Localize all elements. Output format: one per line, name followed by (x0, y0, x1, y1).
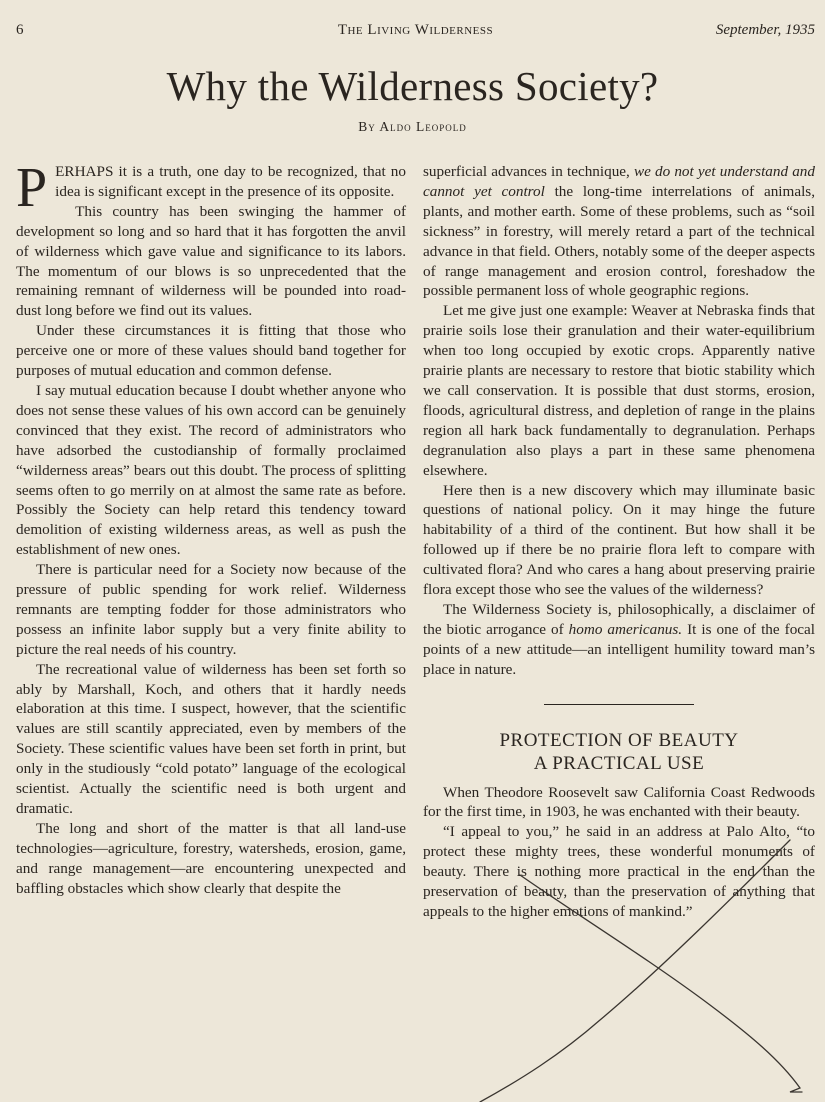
sidebar-heading (423, 729, 815, 775)
emphasis-text: homo americanus. (568, 620, 683, 638)
body-paragraph: The recreational value of wilderness has been set forth so ably by Marshall, Koch, and others that it hardly needs elaboration at this time. I suspect, however, that the scientific values are still scantily appreciated, even by members of the Society. These scientific values have been set forth in print, but only in the studiously “cold potato” language of the ecological scientist. Actually the scientific need is both urgent and dramatic. (16, 660, 406, 817)
closing-paragraph (423, 600, 815, 680)
sidebar-paragraph: “I appeal to you,” he said in an address at Palo Alto, “to protect these mighty trees, these wonderful monuments of beauty. There is nothing more practical in the end than the preservation of beauty, than the preservation of anything that appeals to the higher emotions of mankind.” (423, 823, 815, 920)
running-head (16, 22, 815, 44)
body-paragraph: There is particular need for a Society now because of the pressure of public spending for work relief. Wilderness remnants are tempting fodder for those administrators who possess an infinite labor supply but a very finite ability to picture the real needs of his country. (16, 561, 406, 658)
body-paragraph: This country has been swinging the hammer of development so long and so hard that it has forgotten the anvil of wilderness which gave value and significance to its labors. The momentum of our blows is so unprecedented that the remaining remnant of wilderness will be pounded into road-dust long before we find out its values. (16, 202, 406, 320)
sidebar-heading-line: PROTECTION OF BEAUTY (499, 729, 739, 751)
section-divider (544, 704, 694, 705)
closing-text: The Wilderness Society is, philosophically, a disclaimer of the biotic arrogance of (423, 600, 815, 638)
body-paragraph: Under these circumstances it is fitting that those who perceive one or more of these values should band together for purposes of mutual education and common defense. (16, 322, 406, 380)
body-paragraph: I say mutual education because I doubt whether anyone who does not sense these values of his own accord can be genuinely convinced that they exist. The record of administrators who have adsorbed the custodianship of formally proclaimed “wilderness areas” bears out this doubt. The process of splitting seems often to go merrily on at almost the same rate as before. Possibly the Society can help retard this tendency toward demolition of existing wilderness areas, as well as push the establishment of new ones. (16, 381, 406, 559)
article-title: Why the Wilderness Society? (166, 63, 659, 109)
continuation-text: superficial advances in technique, (423, 163, 634, 180)
body-paragraph: The long and short of the matter is that all land-use technologies—agriculture, forestry, watersheds, erosion, game, and range management—are encountering unexpected and baffling obstacles which show clearly that despite the (16, 819, 406, 897)
continuation-paragraph (423, 162, 815, 301)
body-paragraph: Here then is a new discovery which may illuminate basic questions of national policy. On it may hinge the future habitability of a third of the continent. But how shall it be followed up if there be no prairie flora left to compare with cultivated flora? And who cares a hang about preserving prairie flora except those who see the values of the wilderness? (423, 481, 815, 599)
body-paragraph: Let me give just one example: Weaver at Nebraska finds that prairie soils lose their granulation and their water-equilibrium when too long occupied by exotic crops. Apparently native prairie plants are necessary to restore that biotic stability which we call conservation. It is possible that dust storms, erosion, floods, agricultural distress, and depletion of range in the plains region all hark back fundamentally to degranulation. Perhaps degranulation also plays a part in these same phenomena elsewhere. (423, 302, 815, 479)
left-column (16, 157, 406, 899)
emphasis-text: we do not yet understand and cannot yet control (423, 163, 815, 200)
lead-text: ERHAPS it is a truth, one day to be recognized, that no idea is significant except in the presence of its opposite. (55, 163, 406, 200)
drop-cap: P (16, 157, 48, 219)
lead-paragraph (16, 157, 406, 219)
sidebar-heading-line: A PRACTICAL USE (533, 752, 705, 774)
page-number: 6 (16, 22, 24, 38)
sidebar-paragraph: When Theodore Roosevelt saw California Coast Redwoods for the first time, in 1903, he was enchanted with their beauty. (423, 783, 815, 821)
journal-title: The Living Wilderness (337, 22, 494, 38)
right-column (423, 162, 815, 922)
issue-date: September, 1935 (715, 22, 815, 38)
article-byline: By Aldo Leopold (358, 119, 467, 134)
continuation-text: the long-time interrelations of animals, plants, and mother earth. Some of these problems, such as “soil sickness” in forestry, will merely retard a part of the technical advance in that field. Others, notably some of the deeper aspects of range management and erosion control, foreshadow the possible permanent loss of whole geographic regions. (423, 182, 815, 300)
closing-text: It is one of the focal points of a new attitude—an intelligent humility toward man’s place in nature. (423, 620, 815, 678)
